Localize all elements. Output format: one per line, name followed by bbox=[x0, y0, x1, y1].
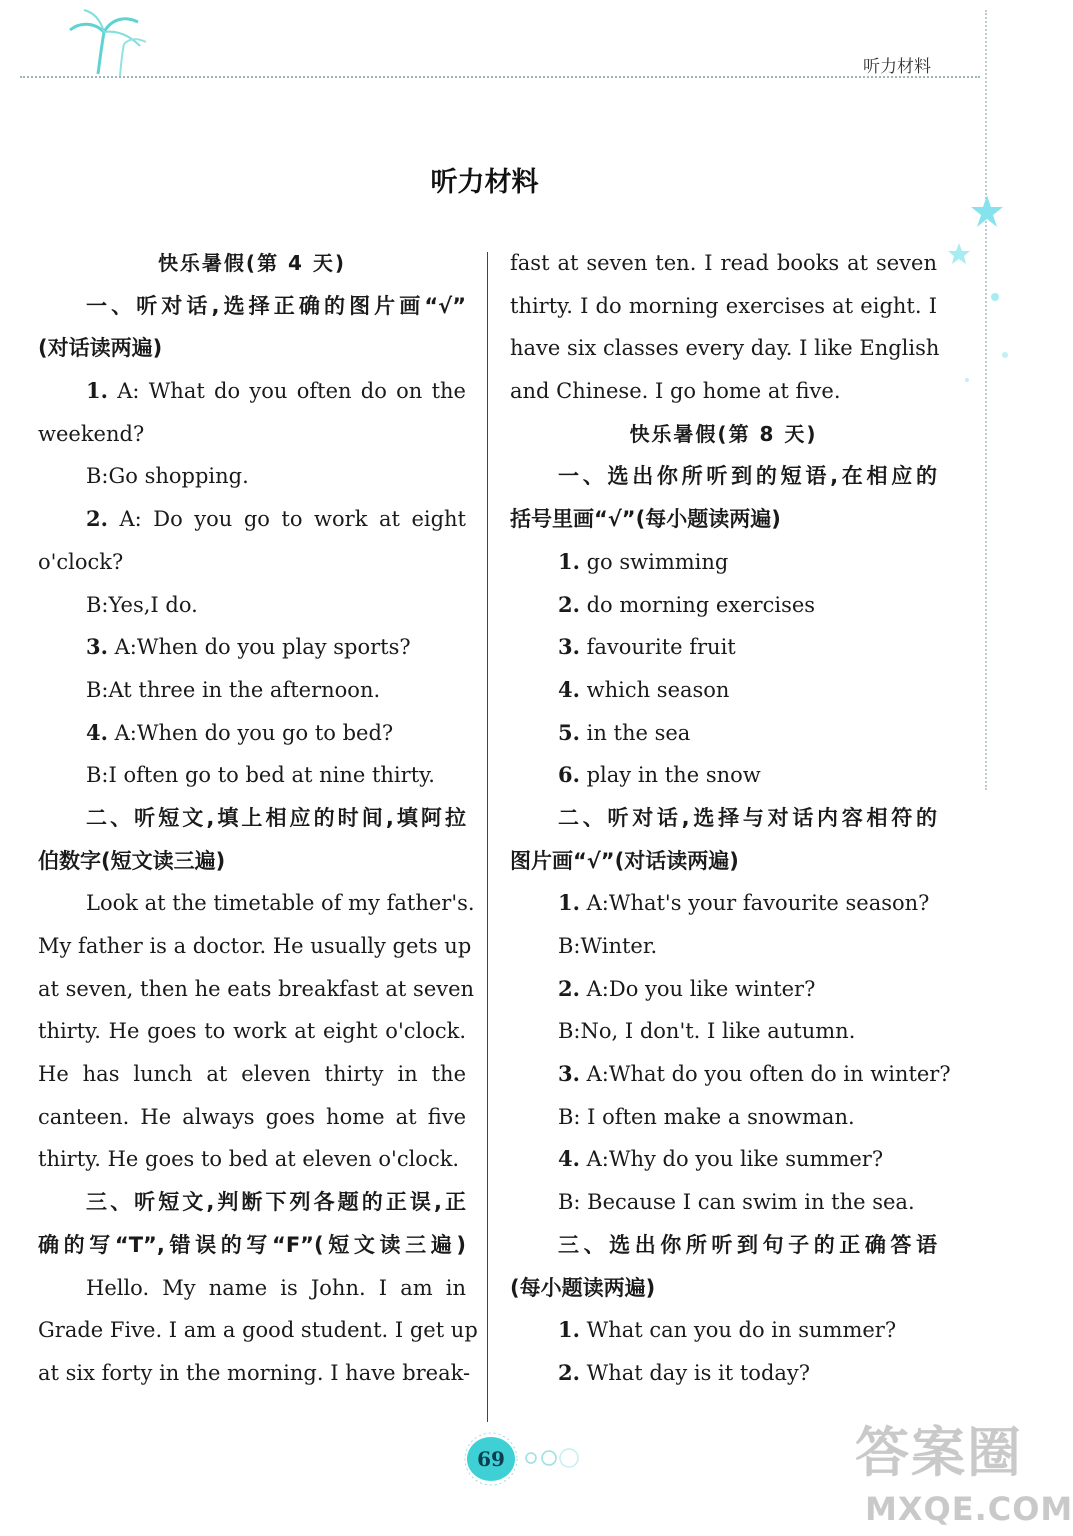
instruction-line bbox=[38, 327, 466, 370]
item-number: 3. bbox=[558, 1061, 580, 1087]
line-text: weekend? bbox=[38, 421, 145, 446]
text-line bbox=[38, 370, 466, 413]
text-line bbox=[38, 1352, 471, 1395]
text-line bbox=[38, 626, 466, 669]
text-line bbox=[510, 626, 937, 669]
line-text: thirty. He goes to work at eight o'clock. bbox=[38, 1019, 466, 1044]
line-text: (每小题读两遍) bbox=[510, 1275, 656, 1300]
line-text: B:At three in the afternoon. bbox=[86, 677, 381, 702]
line-text: have six classes every day. I like English bbox=[510, 336, 940, 361]
watermark-url: MXQE.COM bbox=[865, 1490, 1073, 1528]
section-heading bbox=[38, 242, 466, 285]
text-line bbox=[510, 584, 937, 627]
instruction-line bbox=[510, 498, 937, 541]
text-line bbox=[38, 754, 466, 797]
item-number: 2. bbox=[558, 591, 580, 617]
text-line bbox=[38, 455, 466, 498]
line-text: do morning exercises bbox=[579, 592, 816, 617]
line-text: go swimming bbox=[579, 549, 729, 574]
instruction-line bbox=[510, 455, 937, 498]
line-text: thirty. I do morning exercises at eight. I bbox=[510, 293, 937, 318]
text-line bbox=[510, 327, 940, 370]
text-line bbox=[38, 541, 466, 584]
text-line bbox=[510, 1053, 951, 1096]
text-line bbox=[510, 1309, 937, 1352]
text-line bbox=[510, 541, 937, 584]
text-line bbox=[510, 285, 937, 328]
item-number: 5. bbox=[558, 719, 580, 745]
watermark-logo: 答案圈 bbox=[855, 1421, 1023, 1484]
line-text: Grade Five. I am a good student. I get up bbox=[38, 1318, 478, 1343]
text-line bbox=[510, 882, 937, 925]
instruction-line bbox=[510, 1267, 937, 1310]
text-line bbox=[38, 413, 466, 456]
item-number: 2. bbox=[558, 1359, 580, 1385]
line-text: B:Winter. bbox=[558, 934, 658, 958]
line-text: which season bbox=[579, 677, 730, 702]
page-number: 69 bbox=[467, 1437, 515, 1481]
text-line bbox=[38, 1096, 466, 1139]
line-text: at six forty in the morning. I have break- bbox=[38, 1360, 471, 1385]
line-text: B:Yes,I do. bbox=[86, 592, 198, 617]
line-text: at seven, then he eats breakfast at seven bbox=[38, 976, 475, 1001]
line-text: He has lunch at eleven thirty in the bbox=[38, 1062, 466, 1087]
text-line bbox=[38, 498, 466, 541]
item-number: 2. bbox=[558, 975, 580, 1001]
star-decoration-icon bbox=[945, 185, 1015, 385]
line-text: What can you do in summer? bbox=[579, 1318, 897, 1343]
item-number: 4. bbox=[558, 1146, 580, 1172]
line-text: 括号里画“√”(每小题读两遍) bbox=[510, 507, 781, 532]
line-text: favourite fruit bbox=[579, 635, 736, 660]
item-number: 3. bbox=[558, 634, 580, 660]
line-text: 图片画“√”(对话读两遍) bbox=[510, 848, 739, 873]
text-line bbox=[38, 712, 466, 755]
text-line bbox=[510, 968, 937, 1011]
line-text: A:When do you go to bed? bbox=[107, 720, 394, 745]
item-number: 1. bbox=[558, 548, 580, 574]
text-line bbox=[510, 1096, 937, 1139]
line-text: My father is a doctor. He usually gets up bbox=[38, 934, 472, 958]
text-line bbox=[510, 669, 937, 712]
text-line bbox=[510, 925, 937, 968]
line-text: in the sea bbox=[579, 720, 691, 745]
item-number: 2. bbox=[86, 506, 108, 532]
line-text: A: Do you go to work at eight bbox=[107, 507, 466, 532]
line-text: B:I often go to bed at nine thirty. bbox=[86, 763, 435, 788]
item-number: 4. bbox=[86, 719, 108, 745]
instruction-line bbox=[510, 1224, 937, 1267]
right-column bbox=[510, 242, 951, 1395]
line-text: and Chinese. I go home at five. bbox=[510, 379, 841, 404]
palm-tree-icon bbox=[60, 8, 150, 78]
instruction-line bbox=[510, 797, 937, 840]
instruction-line bbox=[38, 1224, 466, 1267]
watermark bbox=[855, 1410, 1073, 1530]
text-line bbox=[510, 1181, 937, 1224]
line-text: thirty. He goes to bed at eleven o'clock. bbox=[38, 1147, 460, 1172]
item-number: 6. bbox=[558, 762, 580, 788]
line-text: play in the snow bbox=[579, 763, 761, 788]
text-line bbox=[510, 1138, 937, 1181]
text-line bbox=[38, 925, 472, 968]
section-heading bbox=[510, 413, 937, 456]
text-line bbox=[510, 242, 937, 285]
text-line bbox=[510, 1352, 937, 1395]
item-number: 1. bbox=[558, 890, 580, 916]
margin-dotted-rule bbox=[985, 10, 987, 790]
text-line bbox=[38, 882, 475, 925]
line-text: 快乐暑假(第 4 天) bbox=[157, 251, 347, 275]
line-text: canteen. He always goes home at five bbox=[38, 1104, 466, 1129]
line-text: B: Because I can swim in the sea. bbox=[558, 1190, 915, 1215]
line-text: What day is it today? bbox=[579, 1360, 811, 1385]
instruction-line bbox=[38, 285, 466, 328]
line-text: Look at the timetable of my father's. bbox=[86, 891, 475, 916]
line-text: 三、选出你所听到句子的正确答语 bbox=[558, 1232, 937, 1257]
line-text: A:When do you play sports? bbox=[107, 635, 411, 660]
text-line bbox=[510, 370, 937, 413]
item-number: 1. bbox=[558, 1317, 580, 1343]
left-column bbox=[38, 242, 478, 1395]
line-text: 二、听对话,选择与对话内容相符的 bbox=[558, 805, 937, 830]
line-text: 二、听短文,填上相应的时间,填阿拉 bbox=[86, 805, 466, 830]
line-text: B: I often make a snowman. bbox=[558, 1104, 855, 1129]
line-text: o'clock? bbox=[38, 549, 124, 574]
line-text: B:Go shopping. bbox=[86, 464, 249, 489]
item-number: 1. bbox=[86, 378, 108, 404]
line-text: (对话读两遍) bbox=[38, 336, 163, 361]
item-number: 4. bbox=[558, 676, 580, 702]
text-line bbox=[510, 754, 937, 797]
line-text: A:Why do you like summer? bbox=[579, 1147, 884, 1172]
line-text: 快乐暑假(第 8 天) bbox=[629, 421, 818, 446]
text-line bbox=[38, 968, 475, 1011]
text-line bbox=[510, 712, 937, 755]
text-line bbox=[38, 1010, 466, 1053]
text-line bbox=[38, 1138, 466, 1181]
text-line bbox=[510, 1010, 937, 1053]
line-text: 一、听对话,选择正确的图片画“√” bbox=[86, 293, 466, 318]
line-text: 伯数字(短文读三遍) bbox=[38, 848, 226, 873]
text-line bbox=[38, 1309, 478, 1352]
instruction-line bbox=[510, 840, 937, 883]
line-text: Hello. My name is John. I am in bbox=[86, 1275, 466, 1300]
text-line bbox=[38, 584, 466, 627]
line-text: 确的写“T”,错误的写“F”(短文读三遍) bbox=[38, 1232, 466, 1257]
line-text: 一、选出你所听到的短语,在相应的 bbox=[558, 464, 937, 489]
item-number: 3. bbox=[86, 634, 108, 660]
line-text: A:What's your favourite season? bbox=[579, 891, 930, 916]
instruction-line bbox=[38, 1181, 466, 1224]
text-line bbox=[38, 1267, 466, 1310]
page-title: 听力材料 bbox=[430, 167, 539, 198]
line-text: fast at seven ten. I read books at seven bbox=[510, 251, 937, 275]
line-text: B:No, I don't. I like autumn. bbox=[558, 1019, 856, 1044]
header-section-tag: 听力材料 bbox=[863, 57, 931, 77]
line-text: A:Do you like winter? bbox=[579, 976, 816, 1001]
instruction-line bbox=[38, 840, 466, 883]
header-dotted-rule bbox=[20, 76, 980, 78]
column-divider bbox=[487, 252, 488, 1422]
line-text: A:What do you often do in winter? bbox=[579, 1062, 951, 1087]
line-text: A: What do you often do on the bbox=[107, 379, 466, 404]
text-line bbox=[38, 1053, 466, 1096]
instruction-line bbox=[38, 797, 466, 840]
text-line bbox=[38, 669, 466, 712]
line-text: 三、听短文,判断下列各题的正误,正 bbox=[86, 1190, 466, 1215]
